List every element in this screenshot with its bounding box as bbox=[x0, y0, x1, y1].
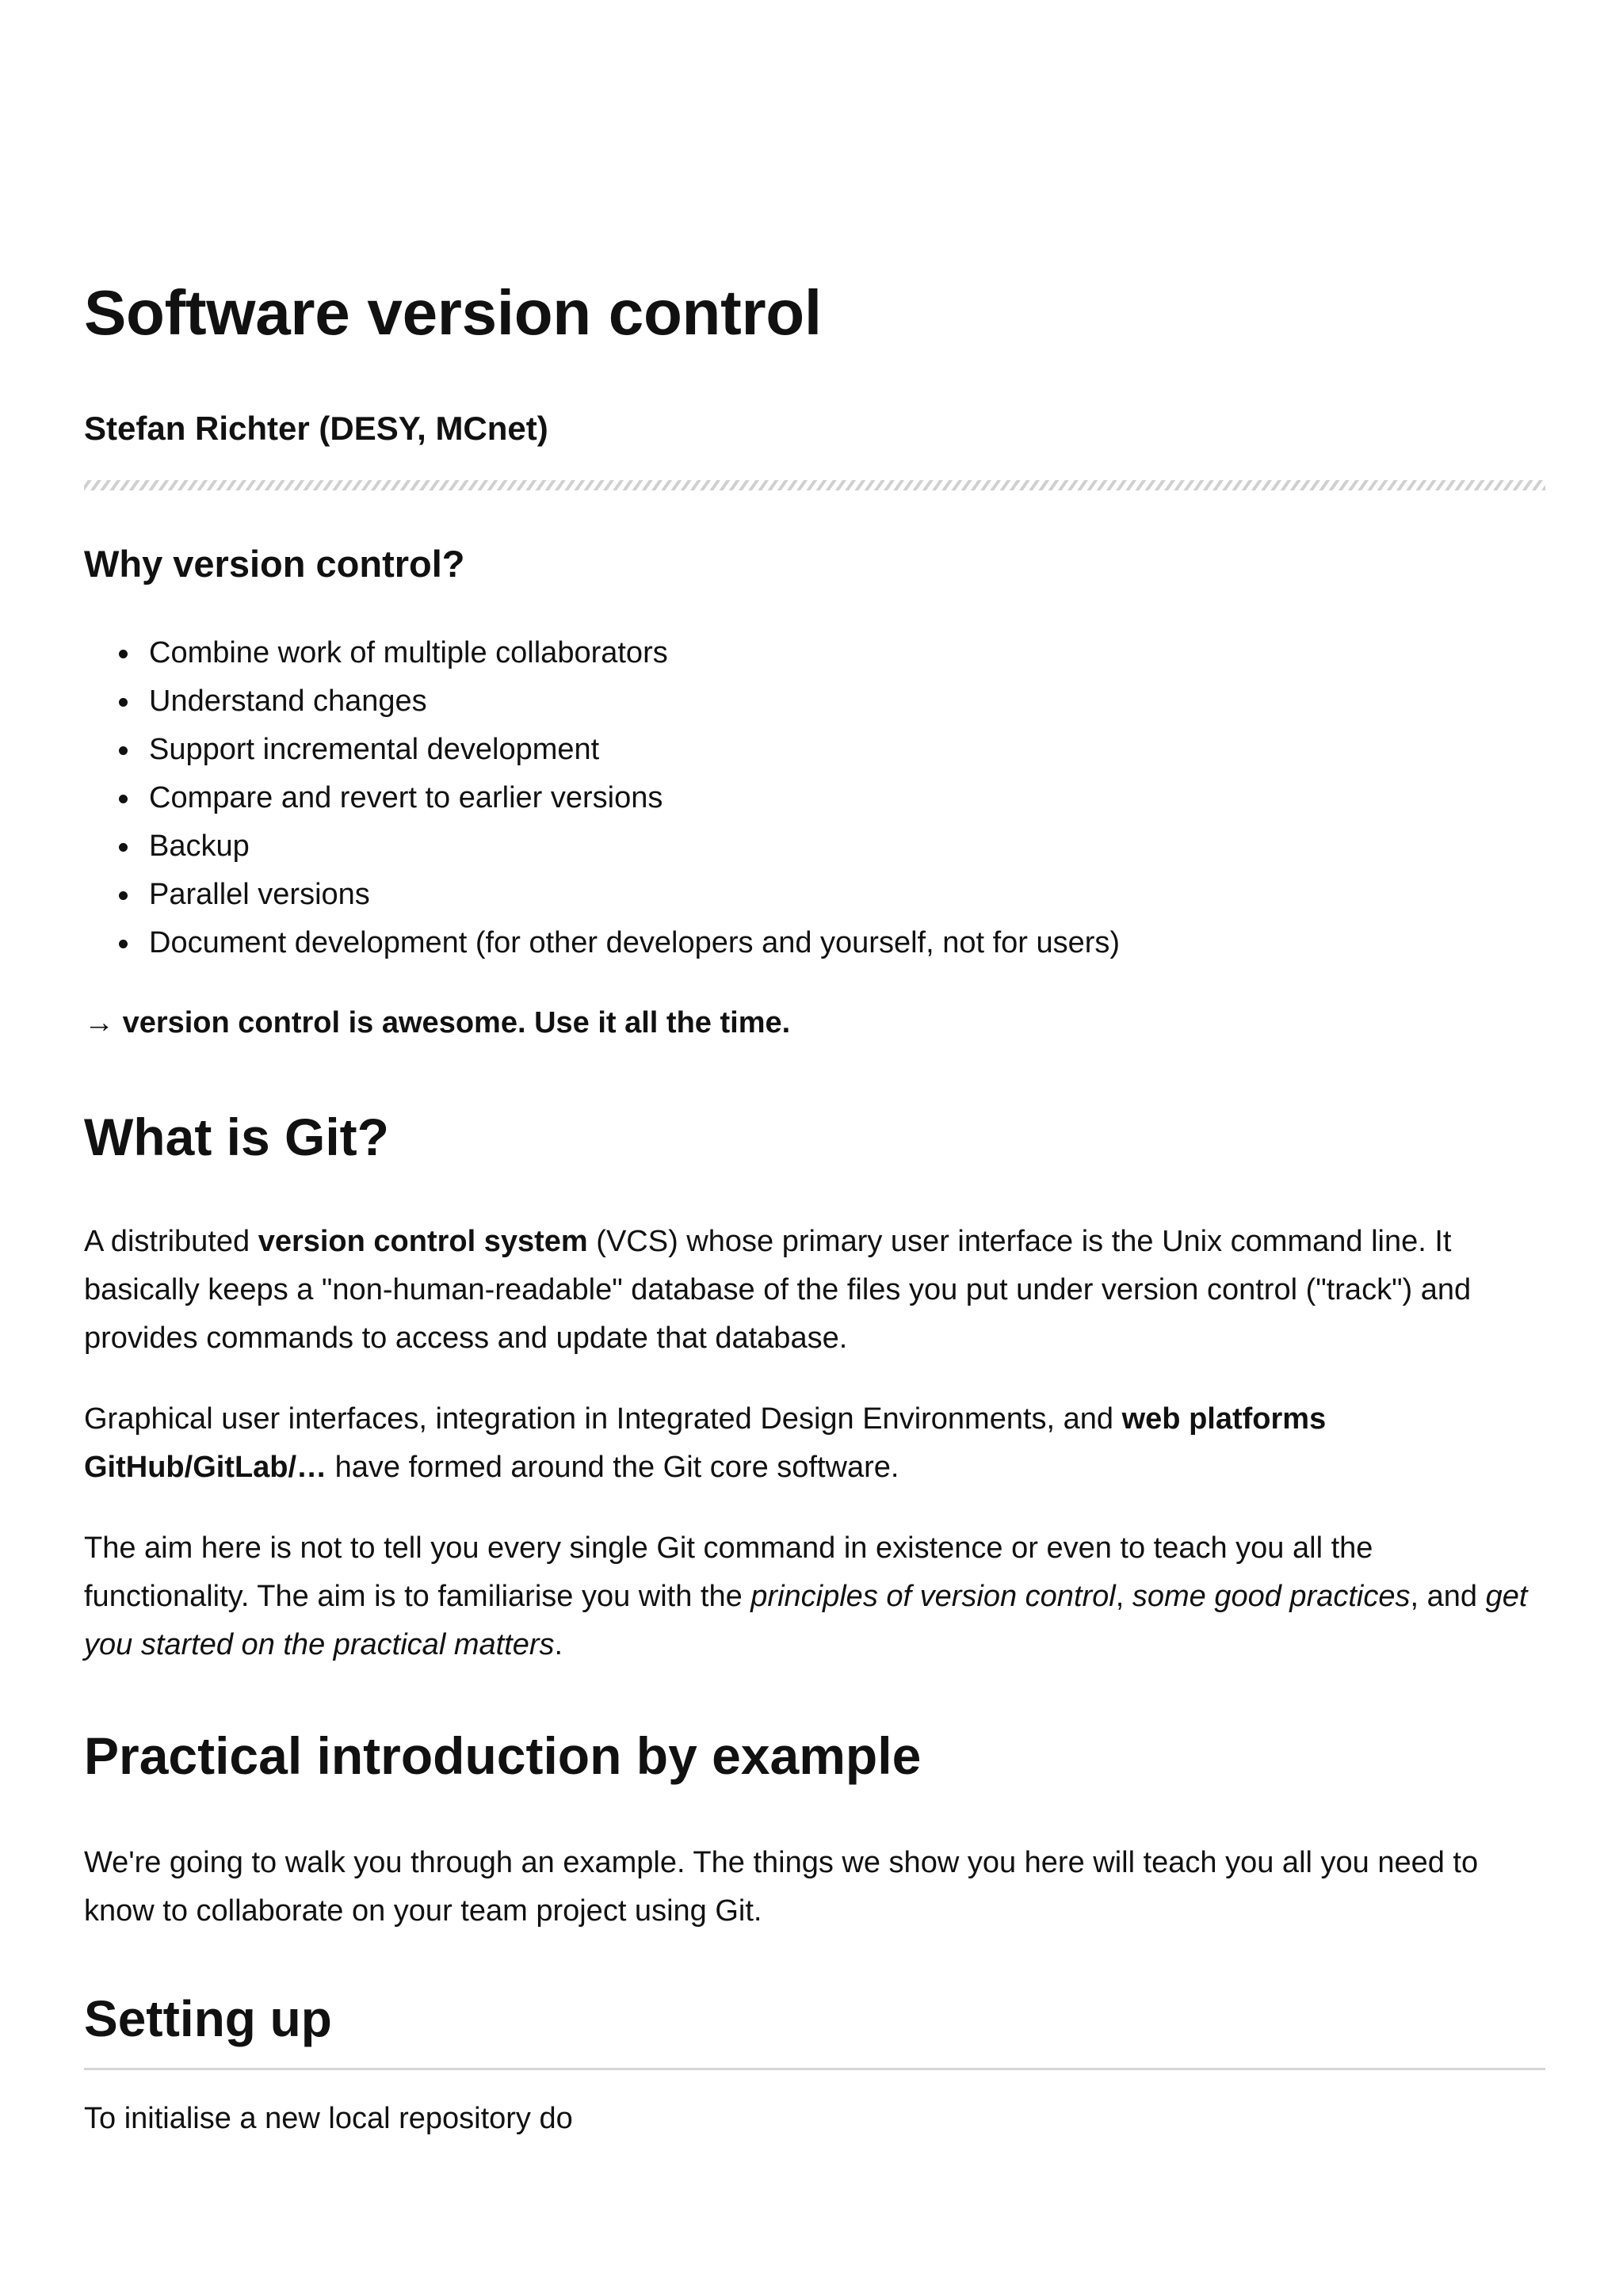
list-item: Support incremental development bbox=[84, 726, 1545, 774]
list-item: Combine work of multiple collaborators bbox=[84, 629, 1545, 677]
git-paragraph-2: Graphical user interfaces, integration in Integrated Design Environments, and web platforms GitHub/GitLab/… have formed around the Git core software. bbox=[84, 1402, 1327, 1484]
bullet-icon bbox=[119, 650, 128, 658]
bullet-icon bbox=[119, 891, 128, 900]
conclusion-line: → version control is awesome. Use it all the time. bbox=[84, 1006, 791, 1039]
bullet-icon bbox=[119, 940, 128, 948]
git-paragraph-3: The aim here is not to tell you every single Git command in existence or even to teach you all the functionality. The aim is to familiarise you with the principles of version control, some good practices, and get you started on the practical matters. bbox=[84, 1531, 1528, 1661]
git-paragraph-1: A distributed version control system (VCS) whose primary user interface is the Unix command line. It basically keeps a "non-human-readable" database of the files you put under version control ("track") and provides commands to access and update that database. bbox=[84, 1225, 1472, 1355]
practical-introduction-heading: Practical introduction by example bbox=[84, 1726, 922, 1785]
arrow-right-icon: → bbox=[84, 1006, 114, 1039]
section-divider bbox=[84, 2068, 1545, 2070]
why-version-control-heading: Why version control? bbox=[84, 543, 465, 585]
bullet-icon bbox=[119, 795, 128, 803]
author-line: Stefan Richter (DESY, MCnet) bbox=[84, 410, 548, 447]
why-bullet-list bbox=[84, 629, 1545, 967]
setup-paragraph: To initialise a new local repository do bbox=[84, 2102, 573, 2135]
what-is-git-heading: What is Git? bbox=[84, 1108, 389, 1166]
hatched-divider bbox=[84, 480, 1545, 490]
bullet-icon bbox=[119, 698, 128, 707]
practical-paragraph: We're going to walk you through an example. The things we show you here will teach you all you need to know to collaborate on your team project using Git. bbox=[84, 1846, 1479, 1928]
list-item: Document development (for other developers and yourself, not for users) bbox=[84, 919, 1545, 967]
document-title: Software version control bbox=[84, 277, 822, 348]
bullet-icon bbox=[119, 746, 128, 755]
setting-up-heading: Setting up bbox=[84, 1990, 332, 2047]
list-item: Compare and revert to earlier versions bbox=[84, 774, 1545, 822]
bullet-icon bbox=[119, 843, 128, 852]
list-item: Parallel versions bbox=[84, 871, 1545, 919]
list-item: Backup bbox=[84, 822, 1545, 871]
list-item: Understand changes bbox=[84, 677, 1545, 726]
